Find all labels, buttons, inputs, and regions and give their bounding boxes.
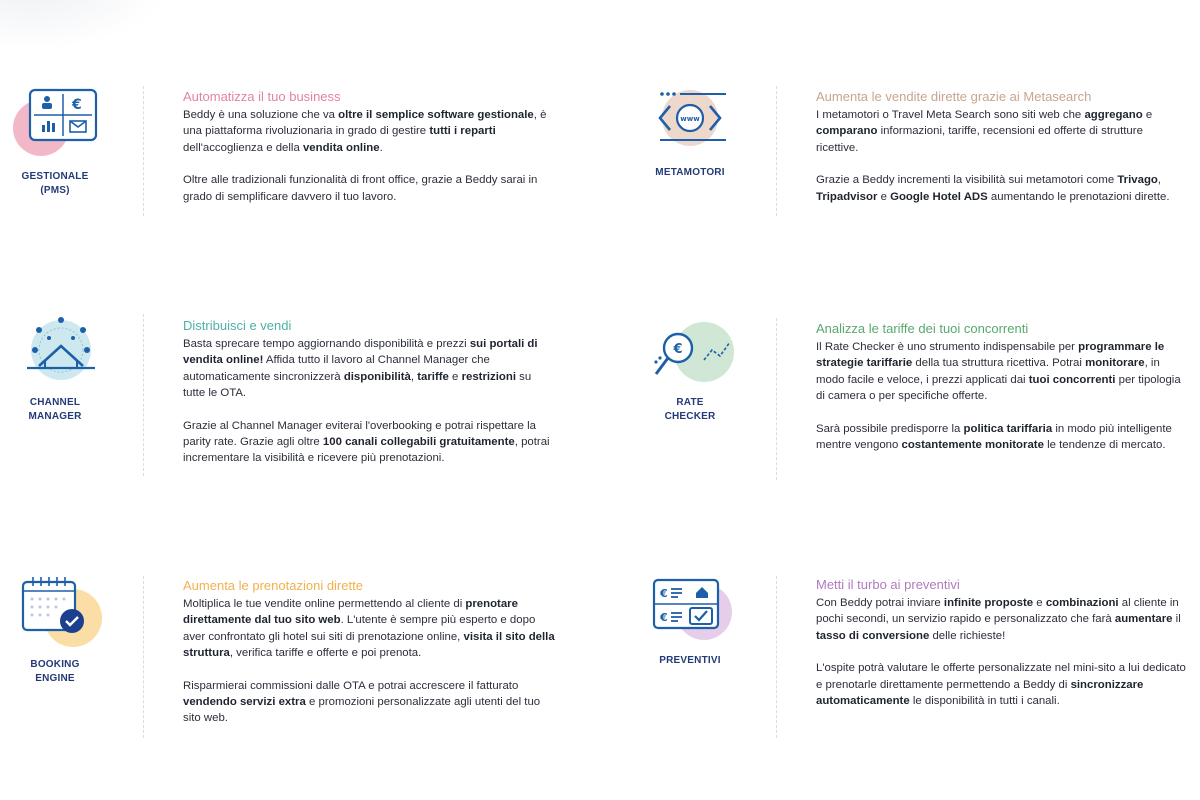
text-run: della tua struttura ricettiva. Potrai xyxy=(912,357,1086,370)
feature-label-line1: METAMOTORI xyxy=(655,167,725,178)
text-run: , potrai incrementare la visibilità e ricevere più prenotazioni. xyxy=(183,436,550,465)
text-run: , in modo facile e veloce, i prezzi applicati dai xyxy=(816,357,1160,386)
text-run: Grazie al Channel Manager eviterai l'overbooking e potrai rispettare la parity rate. Grazie agli oltre xyxy=(183,419,536,449)
text-run: . L'utente è sempre più esperto e dopo aver confrontato gli hotel sui siti di prenotazione online, xyxy=(183,614,536,643)
text-run: aumentando le prenotazioni dirette. xyxy=(987,190,1170,203)
text-run: L'ospite potrà valutare le offerte personalizzate nel mini-sito a lui dedicato e prenotarle direttamente permettendo a Beddy di xyxy=(816,662,1186,691)
text-run: e xyxy=(877,190,891,203)
text-run: , xyxy=(410,370,418,383)
bold-text: vendita online xyxy=(302,141,380,154)
bold-text: politica tariffaria xyxy=(963,422,1053,435)
text-run: . xyxy=(379,141,383,154)
divider xyxy=(776,318,777,480)
feature-label-line2: CHECKER xyxy=(664,411,716,422)
feature-title: Analizza le tariffe dei tuoi concorrenti xyxy=(816,321,1029,336)
divider xyxy=(776,576,777,738)
feature-text xyxy=(183,89,555,221)
feature-text xyxy=(183,578,555,743)
text-run: Affida tutto il lavoro al Channel Manager che automaticamente sincronizzerà xyxy=(183,354,490,383)
divider xyxy=(143,576,144,738)
feature-title: Distribuisci e vendi xyxy=(183,318,292,333)
text-run: delle richieste! xyxy=(929,629,1006,642)
divider xyxy=(143,86,144,216)
text-run: e xyxy=(1033,597,1046,609)
bold-text: oltre il semplice software gestionale xyxy=(338,109,534,121)
bold-text: comparano xyxy=(816,125,878,138)
bold-text: sincronizzare automaticamente xyxy=(816,678,1144,708)
bold-text: sui portali di vendita online! xyxy=(183,338,538,367)
bold-text: tuoi concorrenti xyxy=(1028,373,1116,386)
text-run: al cliente in pochi secondi, un servizio rapido e personalizzato che farà xyxy=(816,597,1179,626)
feature-text xyxy=(816,321,1190,469)
text-run: e xyxy=(1142,109,1153,121)
feature-paragraph-2 xyxy=(816,172,1188,205)
bold-text: disponibilità xyxy=(343,370,411,383)
bold-text: prenotare direttamente dal tuo sito web xyxy=(183,598,518,627)
bold-text: tutti i reparti xyxy=(429,125,496,138)
svg-text:€: € xyxy=(72,97,82,113)
feature-paragraph-2 xyxy=(183,678,555,727)
divider xyxy=(776,86,777,216)
text-run: Con Beddy potrai inviare xyxy=(816,597,944,609)
feature-paragraph-1 xyxy=(816,107,1188,156)
feature-title: Aumenta le prenotazioni dirette xyxy=(183,578,363,593)
booking-engine-icon xyxy=(5,574,105,650)
text-run: e xyxy=(448,370,462,383)
bold-text: Trivago xyxy=(1117,174,1158,187)
feature-paragraph-1 xyxy=(183,336,555,402)
feature-text xyxy=(816,577,1190,725)
text-run: Grazie a Beddy incrementi la visibilità sui metamotori come xyxy=(816,174,1118,187)
feature-icon-column xyxy=(0,574,110,686)
text-run: , verifica tariffe e offerte e poi prenota. xyxy=(229,647,422,660)
text-run: Risparmierai commissioni dalle OTA e potrai accrescere il fatturato xyxy=(183,679,519,692)
text-run: I metamotori o Travel Meta Search sono siti web che xyxy=(816,109,1085,121)
feature-paragraph-1 xyxy=(183,107,555,156)
svg-text:www: www xyxy=(680,115,700,123)
text-run: Sarà possibile predisporre la xyxy=(816,422,964,435)
text-run: in modo più intelligente mentre vengono xyxy=(816,422,1172,452)
feature-icon-column xyxy=(0,312,110,424)
bold-text: restrizioni xyxy=(461,370,516,383)
bold-text: combinazioni xyxy=(1045,597,1119,609)
rate-checker-icon xyxy=(640,318,740,394)
bold-text: visita il sito della struttura xyxy=(183,630,555,660)
preventivi-icon xyxy=(640,574,740,650)
bold-text: aumentare xyxy=(1114,613,1173,626)
text-run: dell'accoglienza e della xyxy=(183,141,303,154)
text-run: Il Rate Checker è uno strumento indispensabile per xyxy=(816,341,1079,353)
text-run: le tendenze di mercato. xyxy=(1043,439,1166,452)
bold-text: tariffe xyxy=(417,370,449,383)
channel-manager-icon xyxy=(5,312,105,388)
bold-text: aggregano xyxy=(1084,109,1143,121)
text-run: Oltre alle tradizionali funzionalità di front office, grazie a Beddy sarai in grado di semplificare davvero il tuo lavoro. xyxy=(183,174,538,203)
feature-label-line1: BOOKING xyxy=(30,659,80,670)
text-run: informazioni, tariffe, recensioni ed offerte di strutture ricettive. xyxy=(816,125,1143,154)
svg-text:€: € xyxy=(660,611,668,624)
gestionale-icon xyxy=(5,86,105,162)
bold-text: tasso di conversione xyxy=(816,629,930,642)
feature-title: Automatizza il tuo business xyxy=(183,89,341,104)
metamotori-icon xyxy=(640,86,740,162)
text-run: Basta sprecare tempo aggiornando disponibilità e prezzi xyxy=(183,338,470,350)
text-run: e promozioni personalizzate agli utenti del tuo sito web. xyxy=(183,696,541,725)
bold-text: costantemente monitorate xyxy=(901,439,1044,452)
text-run: , xyxy=(1157,174,1162,187)
feature-paragraph-1 xyxy=(183,596,555,662)
feature-label-line1: GESTIONALE xyxy=(21,171,89,182)
bold-text: programmare le strategie tariffarie xyxy=(816,341,1165,370)
feature-title: Aumenta le vendite dirette grazie ai Metasearch xyxy=(816,89,1092,104)
feature-paragraph-1 xyxy=(816,339,1190,405)
feature-text xyxy=(183,318,555,483)
text-run: Moltiplica le tue vendite online permettendo al cliente di xyxy=(183,598,466,610)
feature-label-line1: CHANNEL xyxy=(29,397,81,408)
feature-label-line1: PREVENTIVI xyxy=(659,655,721,666)
text-run: su tutte le OTA. xyxy=(183,370,532,400)
bold-text: vendendo servizi extra xyxy=(183,696,306,709)
text-run: , è una piattaforma rivoluzionaria in grado di gestire xyxy=(183,109,547,138)
feature-paragraph-2 xyxy=(816,421,1190,454)
svg-text:€: € xyxy=(660,587,668,600)
feature-label-line2: (PMS) xyxy=(40,185,70,196)
feature-icon-column xyxy=(636,86,744,180)
bold-text: infinite proposte xyxy=(943,597,1034,609)
corner-decoration xyxy=(0,0,170,50)
feature-paragraph-2 xyxy=(816,660,1190,709)
text-run: il xyxy=(1172,613,1181,626)
feature-label-line2: ENGINE xyxy=(35,673,75,684)
divider xyxy=(143,314,144,476)
text-run: per tipologia di camera o per specifiche offerte. xyxy=(816,373,1181,403)
bold-text: Tripadvisor xyxy=(816,190,878,203)
bold-text: monitorare xyxy=(1085,357,1145,370)
feature-icon-column xyxy=(636,318,744,424)
text-run: Beddy è una soluzione che va xyxy=(183,109,339,121)
bold-text: 100 canali collegabili gratuitamente xyxy=(322,436,515,449)
feature-icon-column xyxy=(636,574,744,668)
feature-label-line2: MANAGER xyxy=(28,411,82,422)
feature-paragraph-2 xyxy=(183,172,555,205)
bold-text: Google Hotel ADS xyxy=(890,190,988,203)
feature-icon-column xyxy=(0,86,110,198)
feature-text xyxy=(816,89,1188,221)
feature-paragraph-1 xyxy=(816,595,1190,644)
feature-title: Metti il turbo ai preventivi xyxy=(816,577,960,592)
svg-text:€: € xyxy=(673,342,683,357)
feature-label-line1: RATE xyxy=(676,397,704,408)
feature-paragraph-2 xyxy=(183,418,555,467)
text-run: le disponibilità in tutti i canali. xyxy=(909,695,1060,708)
